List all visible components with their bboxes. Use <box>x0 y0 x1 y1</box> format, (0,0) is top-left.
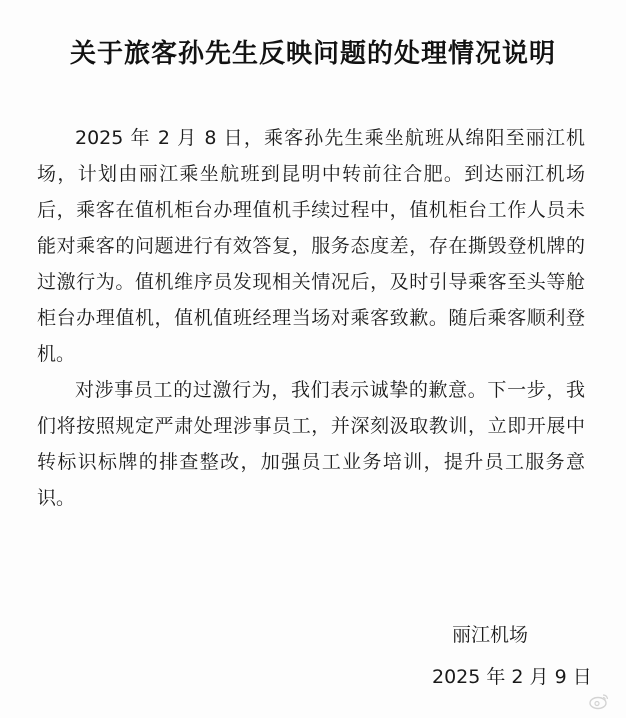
paragraph-2: 对涉事员工的过激行为，我们表示诚挚的歉意。下一步，我们将按照规定严肃处理涉事员工，并深刻汲取教训，立即开展中转标识标牌的排查整改，加强员工业务培训，提升员工服务意识。 <box>37 379 585 509</box>
signature-date: 2025 年 2 月 9 日 <box>432 666 592 688</box>
paragraph-1: 2025 年 2 月 8 日，乘客孙先生乘坐航班从绵阳至丽江机场，计划由丽江乘坐航班到昆明中转前往合肥。到达丽江机场后，乘客在值机柜台办理值机手续过程中，值机柜台工作人员未能对乘客的问题进行有效答复，服务态度差，存在撕毁登机牌的过激行为。值机维序员发现相关情况后，及时引导乘客至头等舱柜台办理值机，值机值班经理当场对乘客致歉。随后乘客顺利登机。 <box>37 127 585 365</box>
weibo-watermark-icon <box>588 692 610 710</box>
signature-organization: 丽江机场 <box>452 624 529 646</box>
document-body <box>37 120 585 516</box>
document-title: 关于旅客孙先生反映问题的处理情况说明 <box>69 39 556 69</box>
